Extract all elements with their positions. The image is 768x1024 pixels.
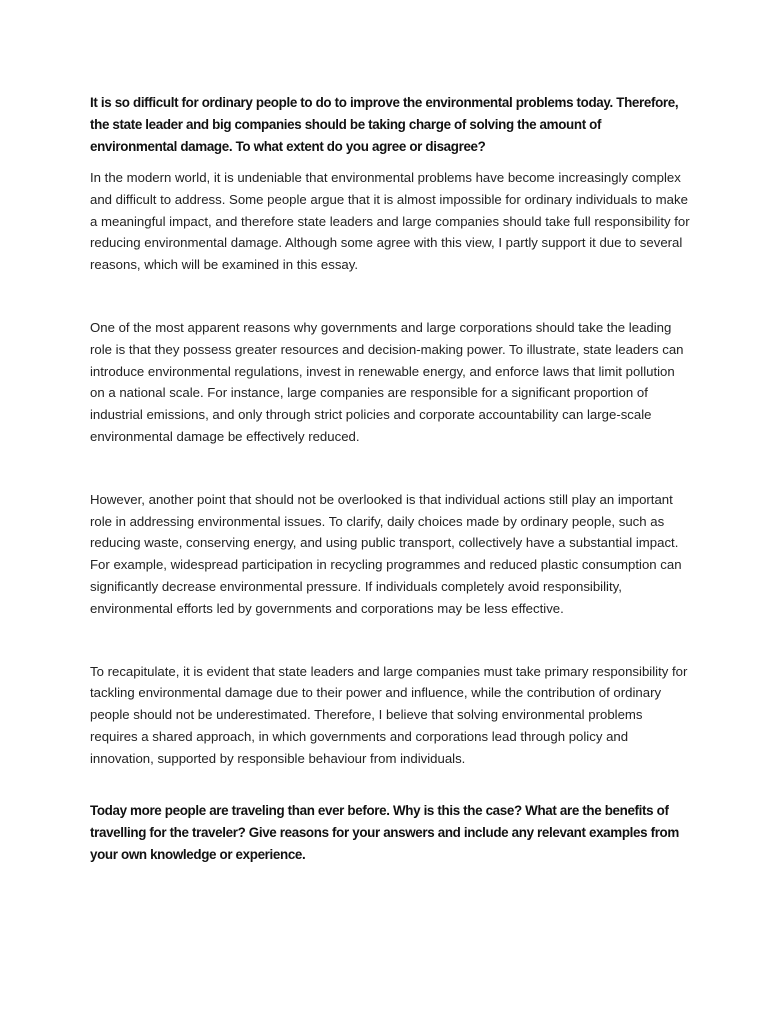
essay-question-1: It is so difficult for ordinary people to do to improve the environmental problems today. Therefore, the state leader and big companies should be taking charge of solving the amount of environmental damage. To what extent do you agree or disagree? bbox=[90, 95, 679, 154]
essay-question-2: Today more people are traveling than ever before. Why is this the case? What are the benefits of travelling for the traveler? Give reasons for your answers and include any relevant examples from your own knowledge or experience. bbox=[90, 802, 679, 862]
essay-paragraph-body-2: However, another point that should not be overlooked is that individual actions still play an important role in addressing environmental issues. To clarify, daily choices made by ordinary people, such as reducing waste, conserving energy, and using public transport, collectively have a substantial impact. For example, widespread participation in recycling programmes and reduced plastic consumption can significantly decrease environmental pressure. If individuals completely avoid responsibility, environmental efforts led by governments and corporations may be less effective. bbox=[90, 491, 682, 616]
essay-paragraph-body-1: One of the most apparent reasons why governments and large corporations should take the leading role is that they possess greater resources and decision-making power. To illustrate, state leaders can introduce environmental regulations, invest in renewable energy, and enforce laws that limit pollution on a national scale. For instance, large companies are responsible for a significant proportion of industrial emissions, and only through strict policies and corporate accountability can large-scale environmental damage be effectively reduced. bbox=[90, 319, 684, 444]
essay-paragraph-conclusion: To recapitulate, it is evident that state leaders and large companies must take primary responsibility for tackling environmental damage due to their power and influence, while the contribution of ordinary people should not be underestimated. Therefore, I believe that solving environmental problems requires a shared approach, in which governments and corporations lead through policy and innovation, supported by responsible behaviour from individuals. bbox=[90, 663, 688, 766]
essay-paragraph-introduction: In the modern world, it is undeniable that environmental problems have become increasingly complex and difficult to address. Some people argue that it is almost impossible for ordinary individuals to make a meaningful impact, and therefore state leaders and large companies should take full responsibility for reducing environmental damage. Although some agree with this view, I partly support it due to several reasons, which will be examined in this essay. bbox=[90, 170, 690, 273]
document-page bbox=[90, 92, 690, 866]
